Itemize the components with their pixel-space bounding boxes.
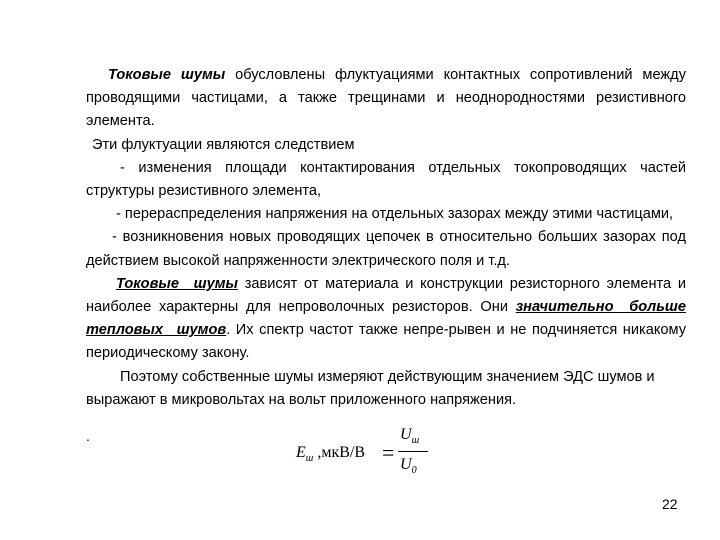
paragraph-current-noise-dependence — [86, 273, 686, 366]
formula-e-subscript: ш — [305, 453, 314, 465]
page-number: 22 — [662, 496, 678, 512]
list-item-voltage-redistribution: - перераспределения напряжения на отдельных зазорах между этими частицами, — [116, 206, 674, 223]
main-text — [86, 64, 686, 412]
paragraph-measurement: Поэтому собственные шумы измеряют действующим значением ЭДС шумов и выражают в микровольтах на вольт приложенного напряжения. — [86, 368, 655, 408]
formula-den-subscript: 0 — [411, 465, 417, 477]
paragraph-text: зависят от материала и конструкции резисторного элемента и наиболее характерны для непроволочных резисторов. Они — [86, 275, 686, 316]
paragraph-current-noise-definition — [86, 64, 686, 134]
formula-lhs — [296, 444, 365, 464]
formula-fraction-bar — [398, 451, 428, 452]
formula-den-symbol: U — [400, 456, 412, 473]
list-item-contact-area: - изменения площади контактирования отдельных токопроводящих частей структуры резистивного элемента, — [86, 159, 686, 200]
formula-units: ,мкВ/В — [313, 444, 366, 461]
formula-equals: = — [382, 440, 395, 465]
stray-dot: . — [86, 428, 90, 444]
paragraph-text: обусловлены флуктуациями контактных сопротивлений между проводящими частицами, а также трещинами и неоднородностями резистивного элемента. — [86, 67, 686, 130]
formula-num-subscript: ш — [411, 435, 420, 447]
paragraph-text: . Их спектр частот также непре-рывен и не подчиняется никакому периодическому закону. — [86, 322, 686, 362]
paragraph-fluctuations-intro: Эти флуктуации являются следствием — [92, 136, 355, 153]
term-current-noise: Токовые шумы — [108, 67, 226, 83]
emphasis-greater-than-thermal: значительно больше тепловых шумов — [86, 299, 686, 339]
list-item-new-chains: - возникновения новых проводящих цепочек в относительно больших зазорах под действием высокой напряженности электрического поля и т.д. — [86, 229, 686, 269]
formula-denominator — [400, 456, 417, 476]
term-current-noise-underlined: Токовые шумы — [116, 275, 239, 292]
formula-numerator — [400, 426, 419, 446]
formula-e-symbol: E — [296, 444, 306, 461]
noise-formula — [296, 426, 446, 486]
formula-num-symbol: U — [400, 426, 412, 443]
